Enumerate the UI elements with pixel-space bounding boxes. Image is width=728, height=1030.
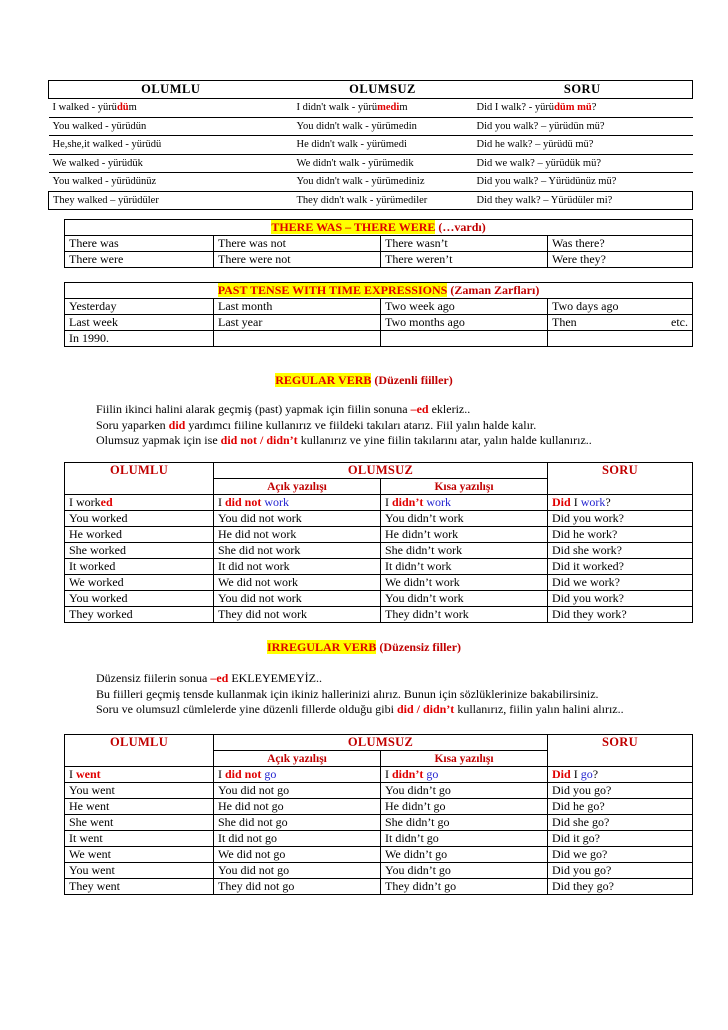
header-soru: SORU (548, 463, 693, 495)
table-row: I worked I did not work I didn’t work Did I work? (65, 495, 693, 511)
time-expressions-table (64, 282, 692, 347)
table-row: He,she,it walked - yürüdü He didn't walk - yürümedi Did he walk? – yürüdü mü? (49, 136, 693, 155)
table-row: I walked - yürüdüm I didn't walk - yürümedim Did I walk? - yürüdüm mü? (49, 99, 693, 118)
table-row: I went I did not go I didn’t go Did I go? (65, 767, 693, 783)
header-olumlu: OLUMLU (49, 81, 293, 99)
table-row: You went You did not go You didn’t go Did you go? (65, 863, 693, 879)
header-olumsuz: OLUMSUZ (214, 735, 548, 751)
there-was-title: THERE WAS – THERE WERE (…vardı) (65, 220, 693, 236)
table-row: We walked - yürüdük We didn't walk - yürümedik Did we walk? – yürüdük mü? (49, 154, 693, 173)
table-row: You walked - yürüdün You didn't walk - yürümedin Did you walk? – yürüdün mü? (49, 117, 693, 136)
table-row: You worked You did not work You didn’t work Did you work? (65, 511, 693, 527)
subheader-short: Kısa yazılışı (381, 479, 548, 495)
regular-verb-explanation: Fiilin ikinci halini alarak geçmiş (past) yapmak için fiilin sonuna –ed ekleriz.. Soru yaparken did yardımcı fiiline kullanırız ve fiildeki takıları atarız. Fiil yalın halde kalır. Olumsuz yapmak için ise did not / didn’t kullanırız ve yine fiilin takılarını atar, yalın halde kullanırız.. (96, 402, 592, 448)
time-expressions-title: PAST TENSE WITH TIME EXPRESSIONS (Zaman Zarfları) (65, 283, 693, 299)
there-was-table (64, 219, 692, 268)
header-olumsuz: OLUMSUZ (214, 463, 548, 479)
table-row: We went We did not go We didn’t go Did we go? (65, 847, 693, 863)
table-row: They walked – yürüdüler They didn't walk - yürümediler Did they walk? – Yürüdüler mi? (49, 191, 693, 210)
header-olumlu: OLUMLU (65, 735, 214, 767)
header-soru: SORU (473, 81, 693, 99)
irregular-verb-title: IRREGULAR VERB (Düzensiz filler) (266, 640, 462, 654)
table-row: It worked It did not work It didn’t work Did it worked? (65, 559, 693, 575)
walk-conjugation-table (48, 80, 692, 210)
table-row: It went It did not go It didn’t go Did it go? (65, 831, 693, 847)
subheader-full: Açık yazılışı (214, 479, 381, 495)
irregular-verb-table (64, 734, 692, 895)
table-row: They worked They did not work They didn’t work Did they work? (65, 607, 693, 623)
subheader-full: Açık yazılışı (214, 751, 381, 767)
header-olumlu: OLUMLU (65, 463, 214, 495)
table-row: She worked She did not work She didn’t work Did she work? (65, 543, 693, 559)
table-row: They went They did not go They didn’t go Did they go? (65, 879, 693, 895)
regular-verb-title: REGULAR VERB (Düzenli fiiller) (275, 373, 453, 387)
header-olumsuz: OLUMSUZ (293, 81, 473, 99)
table-row: In 1990. (65, 331, 693, 347)
table-row: Yesterday Last month Two week ago Two days ago (65, 299, 693, 315)
table-row: You went You did not go You didn’t go Did you go? (65, 783, 693, 799)
header-soru: SORU (548, 735, 693, 767)
table-row: He went He did not go He didn’t go Did he go? (65, 799, 693, 815)
subheader-short: Kısa yazılışı (381, 751, 548, 767)
table-row: She went She did not go She didn’t go Did she go? (65, 815, 693, 831)
table-row: You walked - yürüdünüz You didn't walk - yürümediniz Did you walk? – Yürüdünüz mü? (49, 173, 693, 192)
table-row: Last week Last year Two months ago Then etc. (65, 315, 693, 331)
table-row: There was There was not There wasn’t Was there? (65, 236, 693, 252)
table-row: You worked You did not work You didn’t work Did you work? (65, 591, 693, 607)
regular-verb-table (64, 462, 692, 623)
table-row: We worked We did not work We didn’t work Did we work? (65, 575, 693, 591)
table-row: There were There were not There weren’t Were they? (65, 252, 693, 268)
table-row: He worked He did not work He didn’t work Did he work? (65, 527, 693, 543)
irregular-verb-explanation: Düzensiz fiilerin sonua –ed EKLEYEMEYİZ.. Bu fiilleri geçmiş tensde kullanmak için ikiniz hallerinizi alırız. Bunun için sözlüklerinize bakabilirsiniz. Soru ve olumsuzl cümlelerde yine düzenli fillerde olduğu gibi did / didn’t kullanırız, fiilin yalın halini alırız.. (96, 671, 624, 717)
